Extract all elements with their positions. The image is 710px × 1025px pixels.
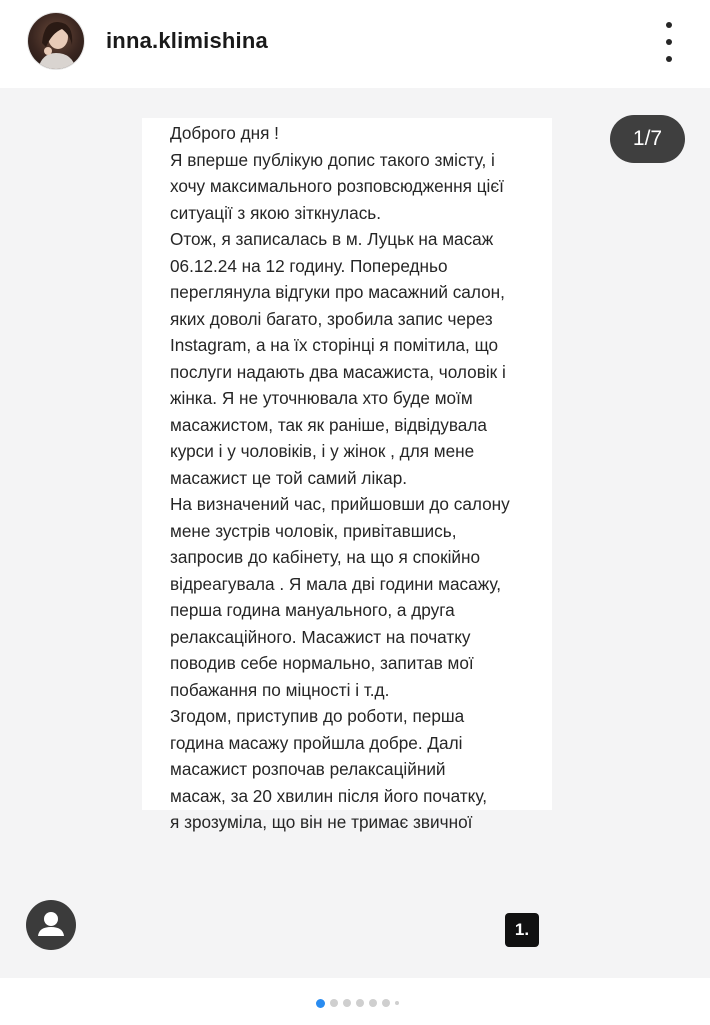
text-line: година масажу пройшла добре. Далі bbox=[170, 732, 463, 753]
post-header bbox=[0, 0, 710, 84]
carousel-dot bbox=[382, 999, 390, 1007]
page-number-label: 1. bbox=[505, 913, 539, 947]
text-line: поводив себе нормально, запитав мої bbox=[170, 653, 474, 673]
text-line: відреагувала . Я мала дві години масажу, bbox=[170, 573, 502, 594]
text-line: побажання по міцності і т.д. bbox=[170, 679, 390, 700]
profile-photo-icon bbox=[28, 13, 84, 69]
text-line: Згодом, приступив до роботи, перша bbox=[170, 706, 465, 726]
text-line: ситуації з якою зіткнулась. bbox=[170, 202, 382, 223]
dot-1 bbox=[666, 22, 672, 28]
avatar[interactable] bbox=[28, 13, 84, 69]
username[interactable]: inna.klimishina bbox=[106, 28, 268, 53]
text-line: мене зустрів чоловік, привітавшись, bbox=[170, 520, 457, 541]
dot-3 bbox=[666, 56, 672, 62]
carousel-indicator bbox=[316, 997, 399, 1009]
carousel-dot bbox=[356, 999, 364, 1007]
text-line: На визначений час, прийшовши до салону bbox=[170, 494, 510, 514]
text-line: жінка. Я не уточнювала хто буде моїм bbox=[170, 388, 473, 408]
tagged-users-button[interactable] bbox=[26, 900, 76, 950]
text-line: Доброго дня ! bbox=[170, 123, 279, 143]
text-line: Отож, я записалась в м. Луцьк на масаж bbox=[170, 229, 494, 249]
carousel-dot bbox=[369, 999, 377, 1007]
text-line: 06.12.24 на 12 годину. Попередньо bbox=[170, 255, 448, 276]
text-line: релаксаційного. Масажист на початку bbox=[170, 626, 471, 647]
post-text bbox=[170, 120, 542, 836]
text-line: я зрозуміла, що він не тримає звичної bbox=[170, 812, 473, 832]
text-line: масажист це той самий лікар. bbox=[170, 467, 408, 488]
vertical-dots-icon[interactable] bbox=[654, 22, 684, 62]
text-line: переглянула відгуки про масажний салон, bbox=[170, 282, 505, 302]
carousel-dot bbox=[316, 999, 325, 1008]
text-line: масаж, за 20 хвилин після його початку, bbox=[170, 785, 487, 806]
text-line: масажист розпочав релаксаційний bbox=[170, 759, 446, 779]
text-line: послуги надають два масажиста, чоловік і bbox=[170, 361, 506, 382]
text-line: курси і у чоловіків, і у жінок , для мене bbox=[170, 441, 475, 461]
slide-counter-badge: 1/7 bbox=[610, 115, 685, 163]
text-line: перша година мануального, а друга bbox=[170, 600, 455, 620]
text-line: Я вперше публікую допис такого змісту, і bbox=[170, 149, 495, 170]
text-line: масажистом, так як раніше, відвідувала bbox=[170, 414, 487, 435]
text-line: Instagram, а на їх сторінці я помітила, що bbox=[170, 335, 499, 355]
carousel-dot bbox=[330, 999, 338, 1007]
person-icon bbox=[26, 900, 76, 950]
text-line: запросив до кабінету, на що я спокійно bbox=[170, 547, 481, 567]
carousel-dot bbox=[343, 999, 351, 1007]
dot-2 bbox=[666, 39, 672, 45]
text-line: яких доволі багато, зробила запис через bbox=[170, 308, 493, 329]
carousel-dot bbox=[395, 1001, 399, 1005]
text-line: хочу максимального розповсюдження цієї bbox=[170, 176, 504, 196]
